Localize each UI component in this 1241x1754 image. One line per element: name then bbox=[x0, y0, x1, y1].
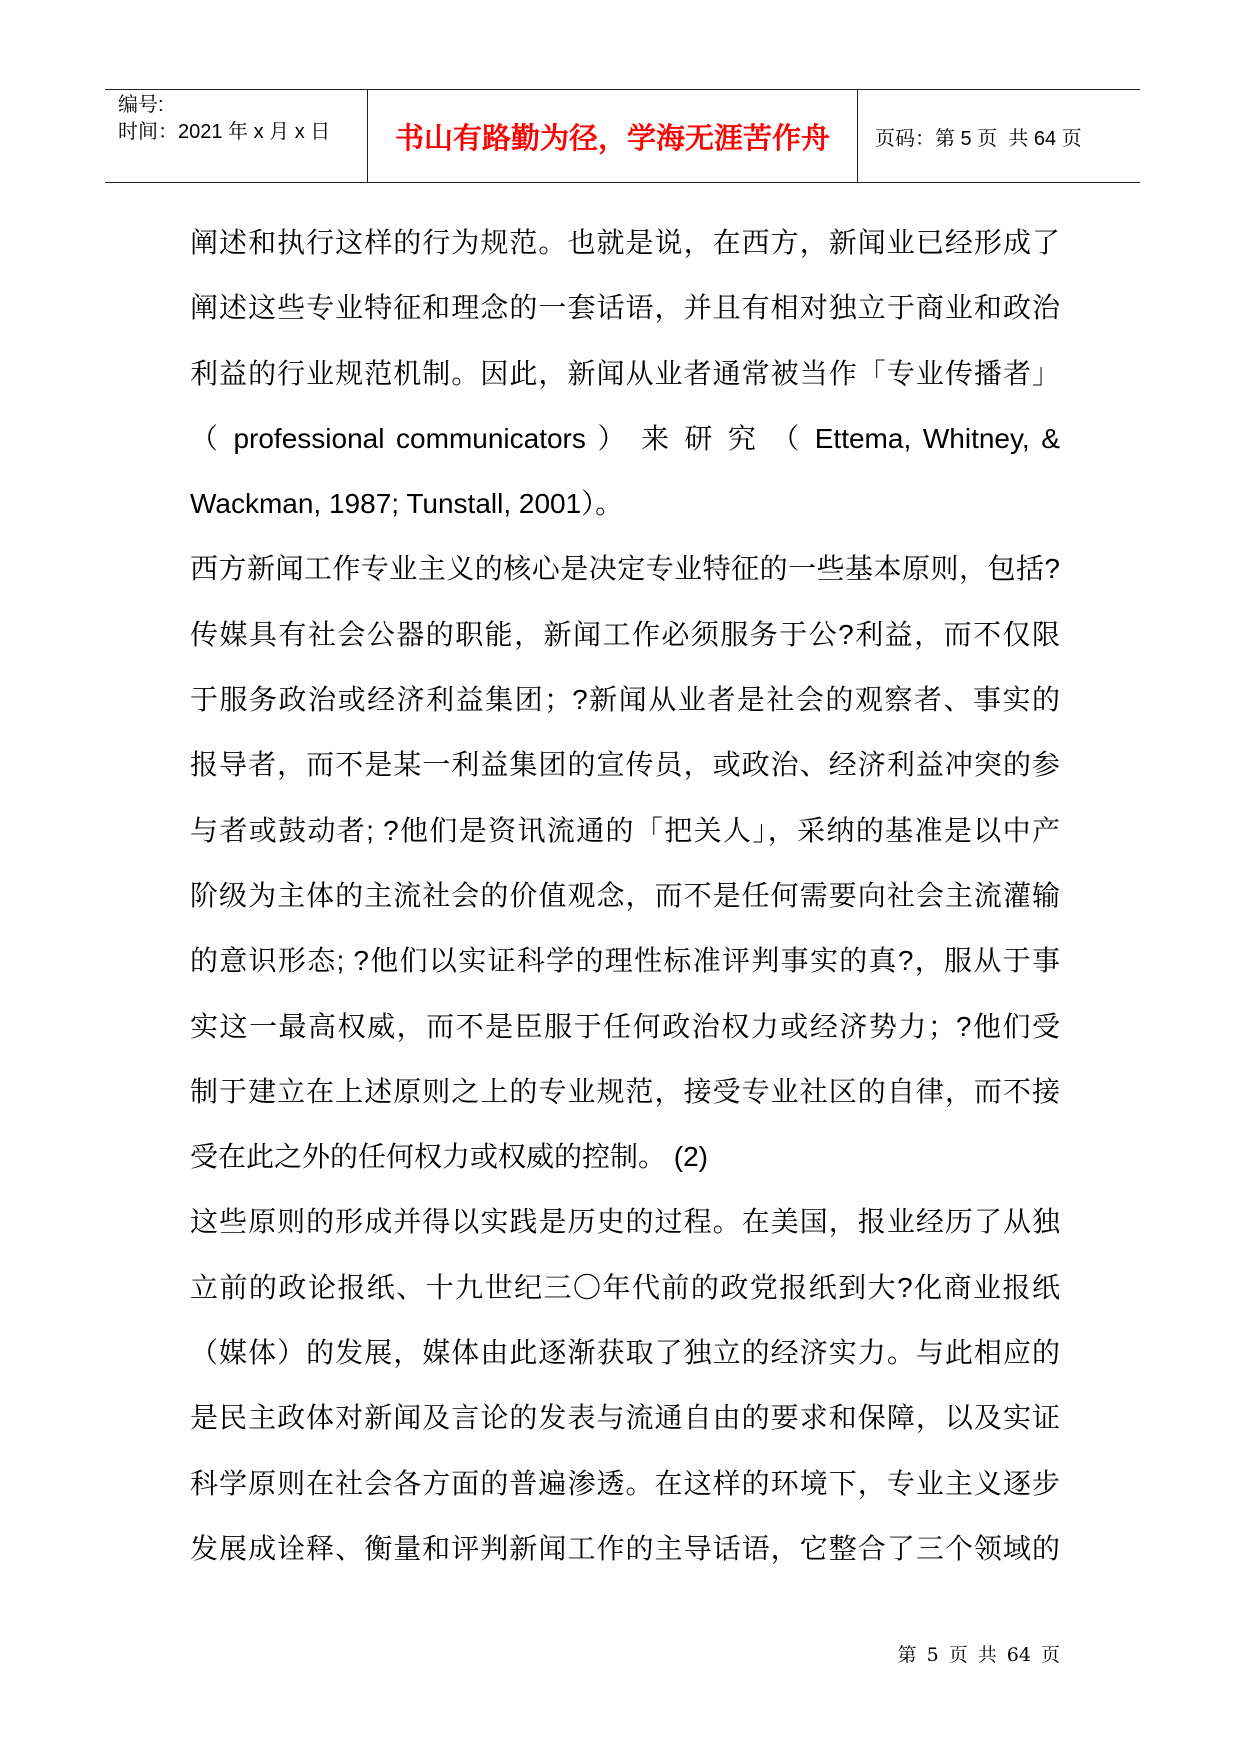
body-line: 受在此之外的任何权力或权威的控制。 (2) bbox=[190, 1141, 709, 1173]
body-line: 阶级为主体的主流社会的价值观念，而不是任何需要向社会主流灌输 bbox=[190, 879, 1060, 911]
page-info-label: 页码：第 5 页 共 64 页 bbox=[875, 127, 1082, 150]
body-line: 报导者，而不是某一利益集团的宣传员，或政治、经济利益冲突的参 bbox=[190, 749, 1060, 781]
body-line: 西方新闻工作专业主义的核心是决定专业特征的一些基本原则，包括? bbox=[190, 553, 1060, 585]
document-number-label: 编号: bbox=[118, 94, 164, 116]
header-table bbox=[105, 89, 1140, 183]
document-body bbox=[190, 210, 1060, 1581]
header-info-cell bbox=[105, 90, 368, 182]
body-line: 阐述和执行这样的行为规范。也就是说，在西方，新闻业已经形成了 bbox=[190, 227, 1060, 258]
body-line: 于服务政治或经济利益集团；?新闻从业者是社会的观察者、事实的 bbox=[190, 684, 1060, 716]
document-date-label: 时间：2021 年 x 月 x 日 bbox=[118, 121, 331, 143]
body-line: 制于建立在上述原则之上的专业规范，接受专业社区的自律，而不接 bbox=[190, 1075, 1060, 1107]
body-line: 与者或鼓动者; ?他们是资讯流通的「把关人」，采纳的基准是以中产 bbox=[190, 814, 1060, 846]
body-line: 立前的政论报纸、十九世纪三〇年代前的政党报纸到大?化商业报纸 bbox=[190, 1271, 1060, 1303]
body-line: 阐述这些专业特征和理念的一套话语，并且有相对独立于商业和政治 bbox=[190, 292, 1060, 324]
page-footer: 第 5 页 共 64 页 bbox=[897, 1644, 1060, 1666]
body-line: 发展成诠释、衡量和评判新闻工作的主导话语，它整合了三个领域的 bbox=[190, 1532, 1060, 1564]
motto-banner: 书山有路勤为径，学海无涯苦作舟 bbox=[368, 90, 858, 182]
body-line: 科学原则在社会各方面的普遍渗透。在这样的环境下，专业主义逐步 bbox=[190, 1467, 1060, 1499]
body-line: 是民主政体对新闻及言论的发表与流通自由的要求和保障，以及实证 bbox=[190, 1402, 1060, 1434]
body-line: 利益的行业规范机制。因此，新闻从业者通常被当作「专业传播者」 bbox=[190, 357, 1060, 389]
body-line: （媒体）的发展，媒体由此逐渐获取了独立的经济实力。与此相应的 bbox=[190, 1337, 1060, 1369]
body-line: 这些原则的形成并得以实践是历史的过程。在美国，报业经历了从独 bbox=[190, 1206, 1060, 1238]
body-line: 的意识形态; ?他们以实证科学的理性标准评判事实的真?，服从于事 bbox=[190, 945, 1060, 977]
body-line: 传媒具有社会公器的职能，新闻工作必须服务于公?利益，而不仅限 bbox=[190, 618, 1060, 650]
body-line: Wackman, 1987; Tunstall, 2001）。 bbox=[190, 488, 624, 520]
body-line: （ professional communicators ） 来 研 究 （ Ettema, Whitney, & bbox=[190, 422, 1060, 454]
body-line: 实这一最高权威，而不是臣服于任何政治权力或经济势力；?他们受 bbox=[190, 1010, 1060, 1042]
